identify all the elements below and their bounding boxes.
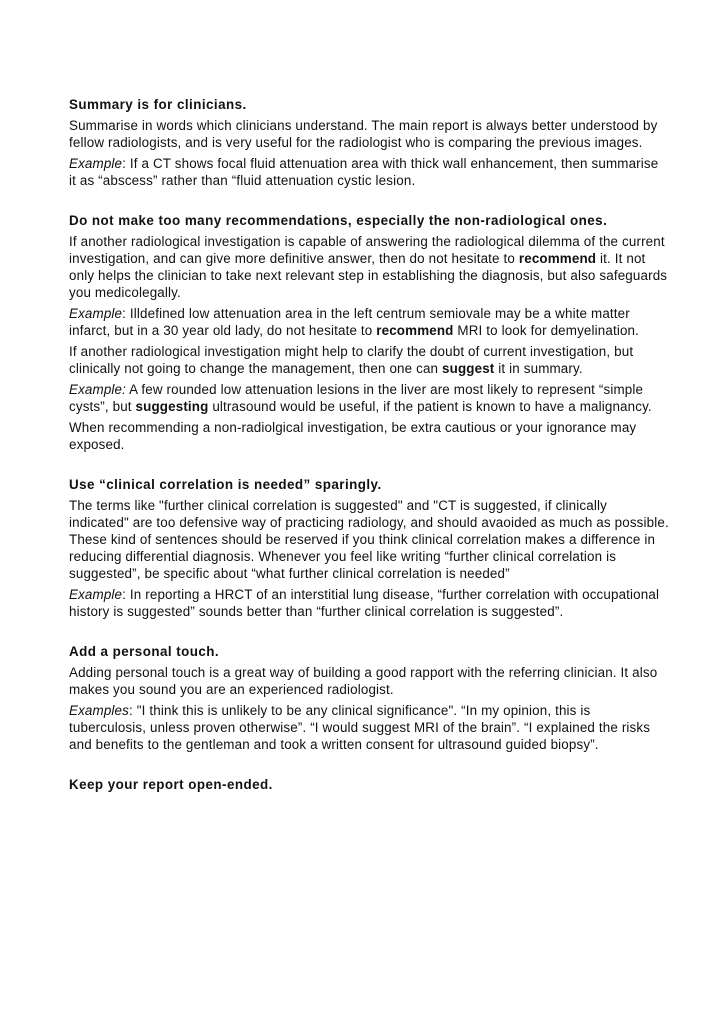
bold-text-run: suggesting — [135, 399, 209, 414]
section-heading: Use “clinical correlation is needed” sparingly. — [69, 477, 382, 492]
text-run: it in summary. — [494, 361, 583, 376]
section-heading: Keep your report open-ended. — [69, 777, 273, 792]
body-paragraph — [69, 233, 669, 301]
body-paragraph — [69, 586, 669, 620]
body-paragraph — [69, 117, 669, 151]
body-paragraph — [69, 419, 669, 453]
italic-text-run: Example — [69, 306, 123, 321]
italic-text-run: Examples — [69, 703, 129, 718]
text-run: MRI to look for demyelination. — [453, 323, 640, 338]
text-run: Adding personal touch is a great way of building a good rapport with the referring clinician. It also makes you sound you are an experienced radiologist. — [69, 665, 658, 697]
text-run: : In reporting a HRCT of an interstitial lung disease, “further correlation with occupational history is suggested” sounds better than “further clinical correlation is suggested”. — [69, 587, 660, 619]
text-run: : "I think this is unlikely to be any clinical significance". “In my opinion, this is tuberculosis, unless proven otherwise”. “I would suggest MRI of the brain”. “I explained the risks and benefits to the gentleman and took a written consent for ultrasound guided biopsy”. — [69, 703, 651, 752]
text-run: If another radiological investigation might help to clarify the doubt of current investigation, but clinically not going to change the management, then one can — [69, 344, 634, 376]
italic-text-run: Example — [69, 587, 123, 602]
text-run: If another radiological investigation is capable of answering the radiological dilemma of the current investigation, and can give more definitive answer, then do not hesitate to — [69, 234, 665, 266]
body-paragraph — [69, 343, 669, 377]
text-run: : Illdefined low attenuation area in the left centrum semiovale may be a white matter infarct, but in a 30 year old lady, do not hesitate to — [69, 306, 630, 338]
text-run: ultrasound would be useful, if the patient is known to have a malignancy. — [208, 399, 652, 414]
document-page — [69, 96, 669, 816]
body-paragraph — [69, 155, 669, 189]
italic-text-run: Example: — [69, 382, 127, 397]
section-heading: Add a personal touch. — [69, 644, 220, 659]
document-section — [69, 643, 669, 753]
text-run: Summarise in words which clinicians understand. The main report is always better understood by fellow radiologists, and is very useful for the radiologist who is comparing the previous images. — [69, 118, 658, 150]
body-paragraph — [69, 497, 669, 582]
body-paragraph — [69, 305, 669, 339]
text-run: A few rounded low attenuation lesions in the liver are most likely to represent “simple cysts”, but — [69, 382, 644, 414]
document-section — [69, 212, 669, 453]
text-run: it. It not only helps the clinician to take next relevant step in establishing the diagnosis, but also safeguards you medicolegally. — [69, 251, 668, 300]
body-paragraph — [69, 381, 669, 415]
bold-text-run: suggest — [442, 361, 495, 376]
text-run: When recommending a non-radiolgical investigation, be extra cautious or your ignorance may exposed. — [69, 420, 637, 452]
section-heading: Do not make too many recommendations, especially the non-radiological ones. — [69, 213, 608, 228]
section-heading: Summary is for clinicians. — [69, 97, 247, 112]
document-section — [69, 96, 669, 189]
document-section — [69, 776, 669, 793]
body-paragraph — [69, 664, 669, 698]
bold-text-run: recommend — [376, 323, 454, 338]
bold-text-run: recommend — [518, 251, 597, 266]
document-section — [69, 476, 669, 620]
text-run: : If a CT shows focal fluid attenuation area with thick wall enhancement, then summarise it as “abscess” rather than “fluid attenuation cystic lesion. — [69, 156, 659, 188]
body-paragraph — [69, 702, 669, 753]
text-run: The terms like "further clinical correlation is suggested" and "CT is suggested, if clinically indicated" are too defensive way of practicing radiology, and should avaoided as much as possible. These kind of sentences should be reserved if you think clinical correlation makes a difference in reducing differential diagnosis. Whenever you feel like writing “further clinical correlation is suggested”, be specific about “what further clinical correlation is needed” — [69, 498, 669, 581]
italic-text-run: Example — [69, 156, 123, 171]
